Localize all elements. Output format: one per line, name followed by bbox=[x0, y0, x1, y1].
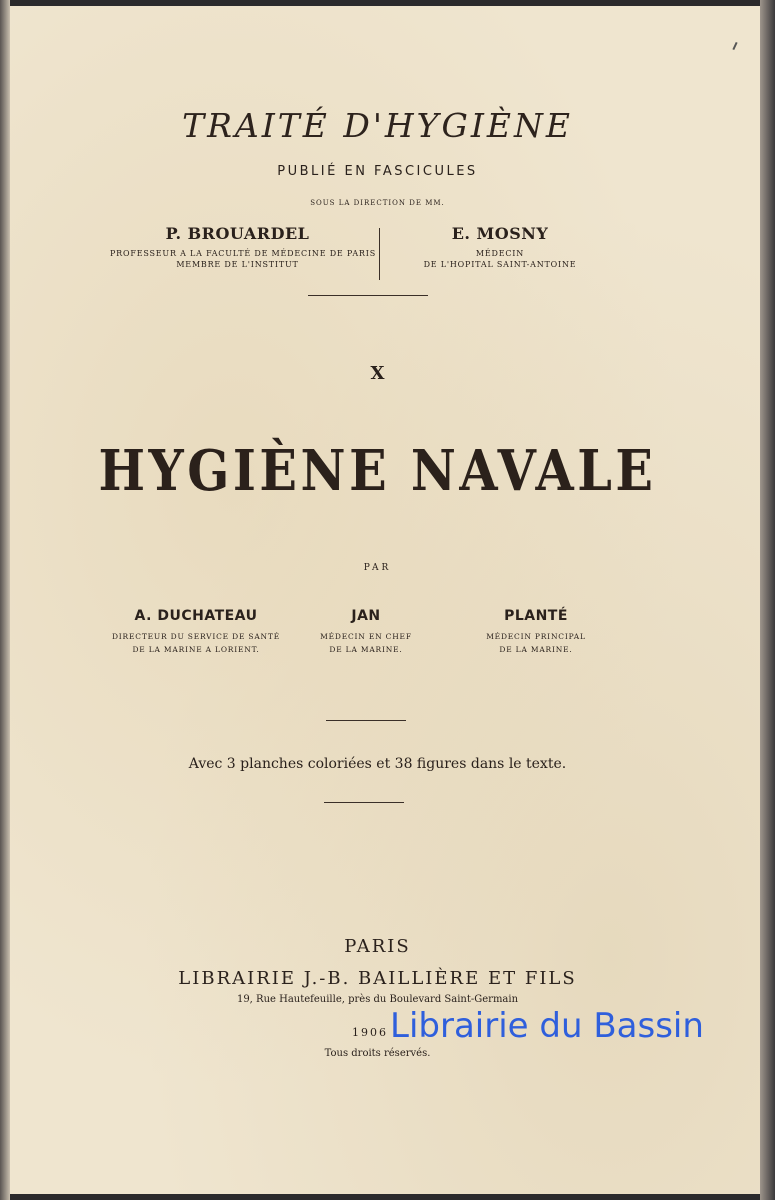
director-name: E. MOSNY bbox=[451, 224, 549, 243]
director-title: MEMBRE DE L'INSTITUT bbox=[176, 260, 299, 269]
series-subtitle: PUBLIÉ EN FASCICULES bbox=[277, 164, 478, 179]
director-title: DE L'HOPITAL SAINT-ANTOINE bbox=[423, 260, 577, 269]
divider-rule bbox=[308, 295, 428, 296]
director-divider bbox=[379, 228, 380, 280]
imprint-rights: Tous droits réservés. bbox=[324, 1048, 431, 1059]
imprint-year: 1906 bbox=[352, 1026, 388, 1039]
contributor-title: DE LA MARINE. bbox=[499, 645, 573, 654]
contributor-title: DE LA MARINE. bbox=[329, 645, 403, 654]
contributor-title: MÉDECIN PRINCIPAL bbox=[486, 632, 586, 641]
contributor-name: A. DUCHATEAU bbox=[134, 608, 258, 624]
contributor-plante bbox=[436, 608, 636, 656]
contributor-title: DE LA MARINE A LORIENT. bbox=[132, 645, 260, 654]
by-label: PAR bbox=[363, 563, 392, 573]
book-title: HYGIÈNE NAVALE bbox=[98, 438, 657, 504]
director-mosny bbox=[395, 224, 605, 269]
title-page bbox=[10, 6, 760, 1194]
direction-label: SOUS LA DIRECTION DE MM. bbox=[310, 199, 445, 207]
contributor-name: PLANTÉ bbox=[504, 608, 568, 624]
director-title: MÉDECIN bbox=[475, 249, 525, 258]
plates-note: Avec 3 planches coloriées et 38 figures dans le texte. bbox=[188, 756, 567, 772]
director-name: P. BROUARDEL bbox=[165, 224, 310, 243]
director-title: PROFESSEUR A LA FACULTÉ DE MÉDECINE DE PARIS bbox=[110, 249, 376, 258]
book-cover-edge bbox=[760, 0, 775, 1200]
book-spine-edge bbox=[0, 0, 10, 1200]
imprint-publisher: LIBRAIRIE J.-B. BAILLIÈRE ET FILS bbox=[178, 968, 577, 989]
contributor-title: MÉDECIN EN CHEF bbox=[320, 632, 412, 641]
divider-rule bbox=[324, 802, 404, 803]
divider-rule bbox=[326, 720, 406, 721]
imprint-city: PARIS bbox=[344, 936, 411, 957]
series-title: TRAITÉ D'HYGIÈNE bbox=[182, 106, 573, 145]
imprint-address: 19, Rue Hautefeuille, près du Boulevard Saint-Germain bbox=[236, 994, 519, 1005]
watermark-text: Librairie du Bassin bbox=[390, 1006, 704, 1046]
contributor-name: JAN bbox=[351, 608, 381, 624]
volume-number: X bbox=[370, 363, 385, 384]
director-brouardel bbox=[110, 224, 376, 269]
pencil-mark bbox=[732, 42, 737, 50]
contributor-title: DIRECTEUR DU SERVICE DE SANTÉ bbox=[111, 632, 281, 641]
